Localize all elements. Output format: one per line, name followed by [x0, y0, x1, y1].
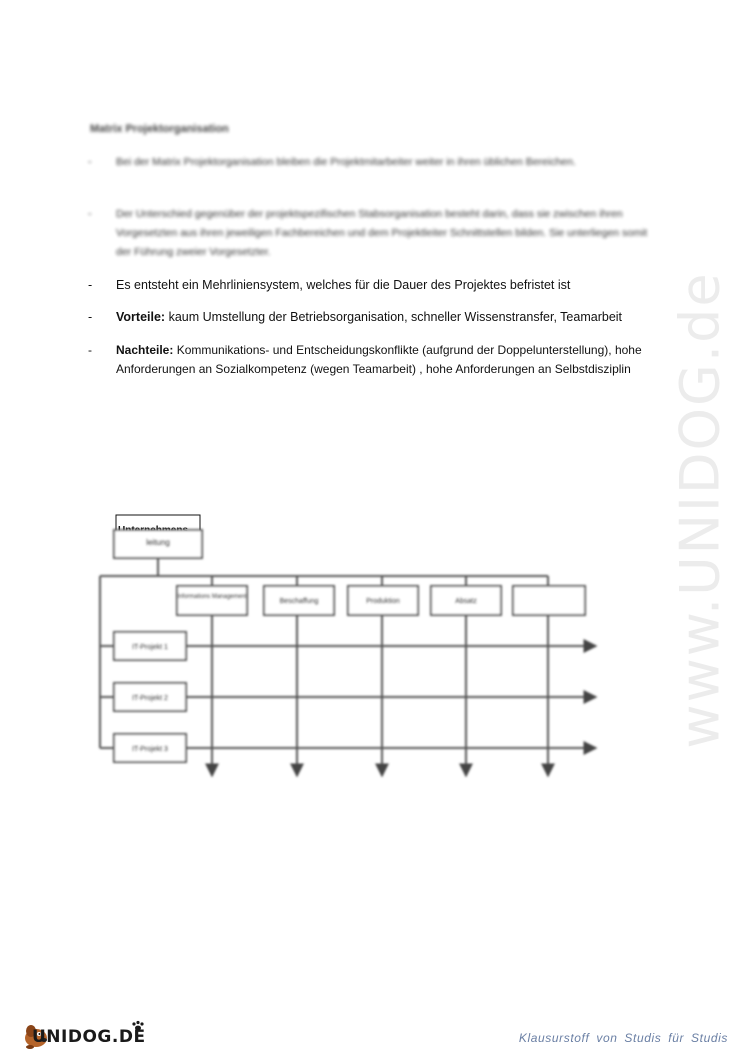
department-label: Produktion	[366, 598, 400, 605]
department-box	[513, 586, 585, 615]
bullet-text: Es entsteht ein Mehrliniensystem, welches für die Dauer des Projektes befristet ist	[116, 278, 571, 292]
logo-wordmark: UNIDOG.DE	[32, 1027, 146, 1047]
bullet-dash: -	[88, 343, 92, 357]
top-box-sublabel: leitung	[146, 538, 170, 547]
department-box	[177, 586, 247, 615]
department-label: Informations Management	[177, 594, 247, 600]
project-label: IT-Projekt 2	[132, 695, 168, 702]
watermark-text: www.UNIDOG.de	[668, 271, 732, 749]
bullet-dash: -	[88, 278, 93, 292]
bullet-label: Vorteile:	[116, 310, 166, 324]
department-label: Beschaffung	[279, 598, 319, 605]
project-label: IT-Projekt 1	[132, 644, 168, 651]
section-heading: Matrix Projektorganisation	[90, 123, 229, 135]
bullet-dash: -	[88, 208, 92, 220]
bullet-dash: -	[88, 156, 92, 168]
bullet-content: kaum Umstellung der Betriebsorganisation, schneller Wissenstransfer, Teamarbeit	[165, 310, 623, 324]
bullet-label: Nachteile:	[116, 343, 174, 357]
bullet-text: Der Unterschied gegenüber der projektspezifischen Stabsorganisation besteht darin, dass sie zwischen ihren Vorgesetzten aus ihren jeweiligen Fachbereichen und dem Projektleiter Schnittstellen bilden. Sie unterliegen somit der Führung zweier Vorgesetzter.	[116, 208, 648, 258]
project-label: IT-Projekt 3	[132, 746, 168, 753]
bullet-content: Kommunikations- und Entscheidungskonflikte (aufgrund der Doppelunterstellung), hohe Anforderungen an Sozialkompetenz (wegen Teamarbeit) , hohe Anforderungen an Selbstdisziplin	[116, 343, 642, 376]
department-label: Absatz	[455, 598, 477, 605]
bullet-text: Bei der Matrix Projektorganisation bleiben die Projektmitarbeiter weiter in ihren üblichen Bereichen.	[116, 156, 576, 168]
footer-tagline: Klausurstoff von Studis für Studis	[518, 1031, 728, 1045]
bullet-dash: -	[88, 310, 93, 324]
